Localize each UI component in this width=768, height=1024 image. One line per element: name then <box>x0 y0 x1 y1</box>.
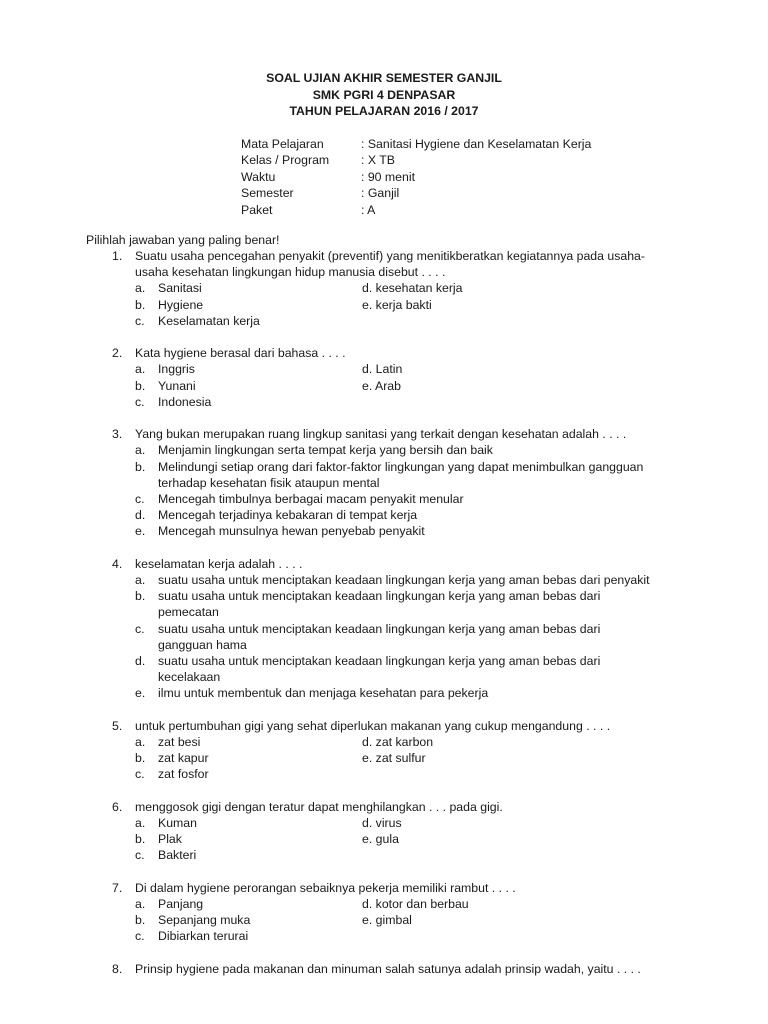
option-letter: a. <box>135 572 146 587</box>
question-text: keselamatan kerja adalah . . . . <box>135 556 303 571</box>
option-letter: e. <box>135 524 146 539</box>
question-number: 2. <box>112 346 123 361</box>
option-b: Melindungi setiap orang dari faktor-faktor lingkungan yang dapat menimbulkan gangguan terhadap kesehatan fisik ataupun mental <box>158 459 644 490</box>
option-letter: c. <box>135 848 145 863</box>
option-a: Menjamin lingkungan serta tempat kerja yang bersih dan baik <box>158 443 493 458</box>
info-value: : 90 menit <box>361 169 415 184</box>
info-value: : Sanitasi Hygiene dan Keselamatan Kerja <box>361 137 592 151</box>
answer-options <box>0 896 768 945</box>
option-c: Mencegah timbulnya berbagai macam penyakit menular <box>158 491 464 506</box>
option-letter: c. <box>135 929 145 944</box>
question-1 <box>0 248 768 329</box>
option-letter: b. <box>135 589 146 604</box>
question-text: Prinsip hygiene pada makanan dan minuman salah satunya adalah prinsip wadah, yaitu . . . . <box>135 961 641 976</box>
info-label: Mata Pelajaran <box>241 137 324 151</box>
option-letter: a. <box>135 896 146 911</box>
option-letter: a. <box>135 443 146 458</box>
option-letter: a. <box>135 734 146 749</box>
question-text: Yang bukan merupakan ruang lingkup sanitasi yang terkait dengan kesehatan adalah . . . . <box>135 427 627 442</box>
question-7 <box>0 880 768 945</box>
question-text: Kata hygiene berasal dari bahasa . . . . <box>135 346 346 361</box>
question-number: 5. <box>112 718 123 733</box>
option-d: d. zat karbon <box>362 734 434 749</box>
info-label: Waktu <box>241 169 276 184</box>
option-a: suatu usaha untuk menciptakan keadaan lingkungan kerja yang aman bebas dari penyakit <box>158 572 650 587</box>
option-letter: c. <box>135 313 145 328</box>
question-number: 7. <box>112 880 123 895</box>
option-c: suatu usaha untuk menciptakan keadaan lingkungan kerja yang aman bebas dari gangguan hama <box>158 621 601 652</box>
option-b: Sepanjang muka <box>158 913 251 928</box>
option-letter: d. <box>135 653 146 668</box>
answer-options <box>0 815 768 864</box>
info-label: Kelas / Program <box>241 153 330 168</box>
answer-options <box>0 361 768 410</box>
option-letter: b. <box>135 913 146 928</box>
question-number: 1. <box>112 249 123 263</box>
question-text: Di dalam hygiene perorangan sebaiknya pekerja memiliki rambut . . . . <box>135 880 516 895</box>
option-d: suatu usaha untuk menciptakan keadaan lingkungan kerja yang aman bebas dari kecelakaan <box>158 653 601 685</box>
question-number: 4. <box>112 556 123 571</box>
option-letter: e. <box>135 686 146 701</box>
option-d: Mencegah terjadinya kebakaran di tempat kerja <box>158 508 418 523</box>
option-a: Panjang <box>158 896 204 911</box>
option-d: d. kotor dan berbau <box>362 896 469 911</box>
option-c: zat fosfor <box>158 767 209 782</box>
option-b: suatu usaha untuk menciptakan keadaan lingkungan kerja yang aman bebas dari pemecatan <box>158 589 601 620</box>
option-b: Hygiene <box>158 297 204 312</box>
answer-options <box>0 734 768 783</box>
option-letter: c. <box>135 394 145 409</box>
option-letter: b. <box>135 832 146 847</box>
option-a: Sanitasi <box>158 281 202 296</box>
option-d: d. Latin <box>362 362 403 377</box>
question-5 <box>0 718 768 783</box>
header-school: SMK PGRI 4 DENPASAR <box>312 87 456 102</box>
option-letter: b. <box>135 459 146 474</box>
info-row <box>241 152 591 168</box>
option-e: e. kerja bakti <box>362 297 432 312</box>
option-e: e. Arab <box>362 378 401 393</box>
exam-header <box>0 70 768 120</box>
question-text: Suatu usaha pencegahan penyakit (preventif) yang menitikberatkan kegiatannya pada usaha-usaha kesehatan lingkungan hidup manusia disebut . . . . <box>135 249 645 280</box>
info-label: Semester <box>241 186 294 201</box>
option-a: Kuman <box>158 815 197 830</box>
question-list <box>0 248 768 993</box>
question-8 <box>0 961 768 977</box>
option-c: Bakteri <box>158 848 197 863</box>
option-c: Dibiarkan terurai <box>158 929 249 944</box>
header-year: TAHUN PELAJARAN 2016 / 2017 <box>289 104 479 118</box>
instruction: Pilihlah jawaban yang paling benar! <box>86 233 280 247</box>
option-e: e. zat sulfur <box>362 751 426 766</box>
question-2 <box>0 345 768 410</box>
option-d: d. virus <box>362 815 402 830</box>
option-letter: c. <box>135 491 145 506</box>
info-row <box>241 185 591 201</box>
option-b: Yunani <box>158 378 196 393</box>
option-letter: b. <box>135 751 146 766</box>
info-row <box>241 169 591 185</box>
option-letter: d. <box>135 508 146 523</box>
question-text: untuk pertumbuhan gigi yang sehat diperlukan makanan yang cukup mengandung . . . . <box>135 718 611 733</box>
option-e: Mencegah munsulnya hewan penyebab penyakit <box>158 524 425 539</box>
option-c: Indonesia <box>158 394 212 409</box>
answer-options <box>0 280 768 329</box>
option-b: zat kapur <box>158 751 209 766</box>
option-b: Plak <box>158 832 182 847</box>
option-letter: c. <box>135 621 145 636</box>
option-e: ilmu untuk membentuk dan menjaga kesehatan para pekerja <box>158 686 489 701</box>
exam-info <box>241 136 591 218</box>
info-label: Paket <box>241 202 273 217</box>
option-letter: b. <box>135 378 146 393</box>
option-letter: a. <box>135 362 146 377</box>
info-value: : X TB <box>361 153 395 168</box>
info-row <box>241 136 591 152</box>
info-row <box>241 202 591 218</box>
header-title: SOAL UJIAN AKHIR SEMESTER GANJIL <box>266 71 502 85</box>
question-number: 3. <box>112 427 123 442</box>
question-4 <box>0 556 768 702</box>
info-value: : A <box>361 202 376 217</box>
question-3 <box>0 426 768 539</box>
question-number: 6. <box>112 799 123 814</box>
question-text: menggosok gigi dengan teratur dapat menghilangkan . . . pada gigi. <box>135 799 503 814</box>
info-value: : Ganjil <box>361 186 400 201</box>
question-6 <box>0 799 768 864</box>
option-a: zat besi <box>158 734 201 749</box>
option-a: Inggris <box>158 362 195 377</box>
option-letter: a. <box>135 815 146 830</box>
option-d: d. kesehatan kerja <box>362 281 463 296</box>
option-letter: a. <box>135 281 146 296</box>
question-number: 8. <box>112 961 123 976</box>
option-letter: c. <box>135 767 145 782</box>
option-e: e. gimbal <box>362 913 412 928</box>
option-letter: b. <box>135 297 146 312</box>
option-c: Keselamatan kerja <box>158 313 260 328</box>
option-e: e. gula <box>362 832 399 847</box>
